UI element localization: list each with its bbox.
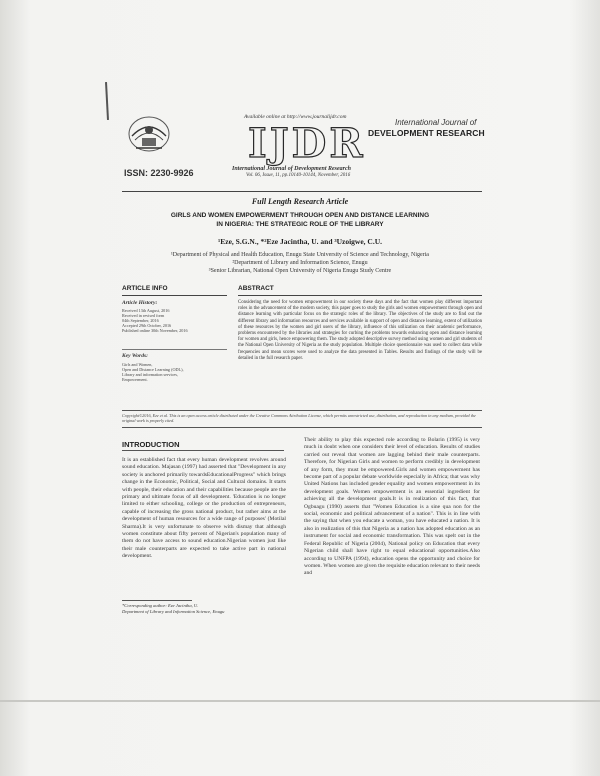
intl-journal-label: International Journal of: [395, 118, 477, 127]
footnote-divider: [122, 600, 192, 601]
title-line: GIRLS AND WOMEN EMPOWERMENT THROUGH OPEN AND DISTANCE LEARNING: [170, 212, 430, 219]
history-list: [122, 308, 188, 333]
copyright-notice: Copyright©2016, Eze et al. This is an open access article distributed under the Creative Commons Attribution License, which permits unrestricted use, distribution, and reproduction in any medium, provided the original work is properly cited.: [122, 413, 476, 424]
development-research-label: DEVELOPMENT RESEARCH: [368, 128, 485, 138]
article-title: [150, 211, 450, 229]
introduction-divider: [122, 450, 284, 451]
keyword: Library and information services,: [122, 372, 179, 377]
copyright-divider: [122, 410, 482, 411]
journal-logo-icon: [126, 112, 172, 156]
history-title: Article History:: [122, 300, 158, 306]
abstract-text: Considering the need for women empowerment in our society these days and the fact that women play different important roles in the advancement of the modern society, this paper goes to study the girls and women empowerment through open and distance learning with particular focus on the strategic roles of the library. The objectives of the study are to find out the different library and information resources and services available in support of open and distance learning, extent of utilization of these resources by the women and girl users of the library, influence of this utilization on their academic performance, problems encountered by the libraries and strategies for curbing the problems towards enhancing open and distance learning for women and girls, hence empowering them. The study adopted descriptive survey method using women and girl students of the National Open University of Nigeria as the study population. Multiple choice questionnaire was used to collect data while frequencies and mean scores were used to analyze the data presented in Tables. Results and findings of the study will be detailed in the full research paper.: [238, 300, 482, 361]
history-item: Published online 30th November, 2016: [122, 328, 188, 333]
keyword: Open and Distance Learning (ODL),: [122, 367, 184, 372]
corresponding-author: [122, 603, 224, 614]
intro-right-column: Their ability to play this expected role according to Bolarin (1995) is very much in doubt when one considers their level of education. Results of studies carried out reveal that women are lagging behind their male counterparts. Therefore, for Nigerian Girls and women to perform credibly in development of any form, they must be empowered.Girls and women empowerment has become part of a popular debate worldwide especially in Africa; that was why United Nations has included gender equality and women empowerment in its development goals. Women empowerment is an essential ingredient for achieving all the development goals.It is in realization of this fact, that Ogbuagu (1990) asserts that "Women Education is a sine qua non for the social, economic and political advancement of a nation". This is in line with the saying that when you educate a woman, you have educated a nation. It is also in realization of this that Nigeria as a nation has adopted education as an instrument for social and economic transformation. This was spelt out in the Federal Republic of Nigeria (2004), National policy on Education that every Nigerian child shall have right to equal educational opportunities.Also according to UNFPA (1994), education opens the opportunity and choice for women. When women are given the requisite education relevant to their needs and: [304, 437, 480, 577]
history-item: 04th September, 2016: [122, 318, 159, 323]
corresponding-name: *Corresponding author: Eze Jacintha, U.: [122, 603, 199, 608]
ijdr-wordmark: IJDR: [248, 120, 366, 167]
keywords-title: Key Words:: [122, 353, 148, 359]
keyword: Empowerment.: [122, 377, 148, 382]
available-online: Available online at http://www.journalijdr.com: [244, 114, 347, 120]
affiliation: ²Department of Library and Information Science, Enugu: [232, 260, 368, 266]
title-line: IN NIGERIA: THE STRATEGIC ROLE OF THE LIBRARY: [216, 221, 384, 228]
corresponding-dept: Department of Library and Information Science, Enugu: [122, 608, 225, 614]
introduction-heading: INTRODUCTION: [122, 440, 180, 449]
abstract-heading: ABSTRACT: [238, 285, 274, 292]
info-divider: [122, 295, 227, 296]
keyword: Girls and Women,: [122, 362, 153, 367]
abstract-divider: [238, 295, 482, 296]
volume-line: Vol. 06, Issue, 11, pp.10140-10144, November, 2016: [246, 173, 351, 178]
article-info-heading: ARTICLE INFO: [122, 285, 168, 292]
issn: ISSN: 2230-9926: [124, 168, 194, 178]
history-item: Received 13th August, 2016: [122, 308, 170, 313]
copyright-divider: [122, 427, 482, 428]
header-divider: [122, 191, 482, 192]
keywords-divider: [122, 349, 227, 350]
history-item: Accepted 29th October, 2016: [122, 323, 172, 328]
intro-left-column: It is an established fact that every human development revolves around sound education. Majasan (1997) had asserted that "Development in any society is anchored primarily towardsEducationalProgress" which brings change in the Economic, Political, Social and Cultural domains. It starts with people, their education and their capabilities because people are the primary and ultimate focus of all development. 'Education is no longer limited to either schooling, college or the production of entrepreneurs, capable of increasing the gross national product, but rather aims at the development of human resources for a wide range of purposes' (Motilal Sharma).It is very unfortunate to observe with dismay that although women constitute about fifty percent of Nigerian's population many of them do not have access to sound education.Nigerian women just like their male counterparts are expected to take active part in national development.: [122, 457, 286, 560]
page-bottom-edge: [0, 700, 600, 702]
affiliation: ³Senior Librarian, National Open University of Nigeria Enugu Study Centre: [208, 268, 392, 274]
keywords-list: [122, 362, 184, 382]
history-item: Received in revised form: [122, 313, 165, 318]
authors: ¹Eze, S.G.N., *²Eze Jacintha, U. and ³Uzoigwe, C.U.: [217, 237, 383, 246]
affiliation: ¹Department of Physical and Health Education, Enugu State University of Science and Technology, Nigeria: [171, 252, 429, 258]
article-type: Full Length Research Article: [251, 197, 349, 206]
journal-full-name: International Journal of Development Research: [232, 166, 352, 172]
